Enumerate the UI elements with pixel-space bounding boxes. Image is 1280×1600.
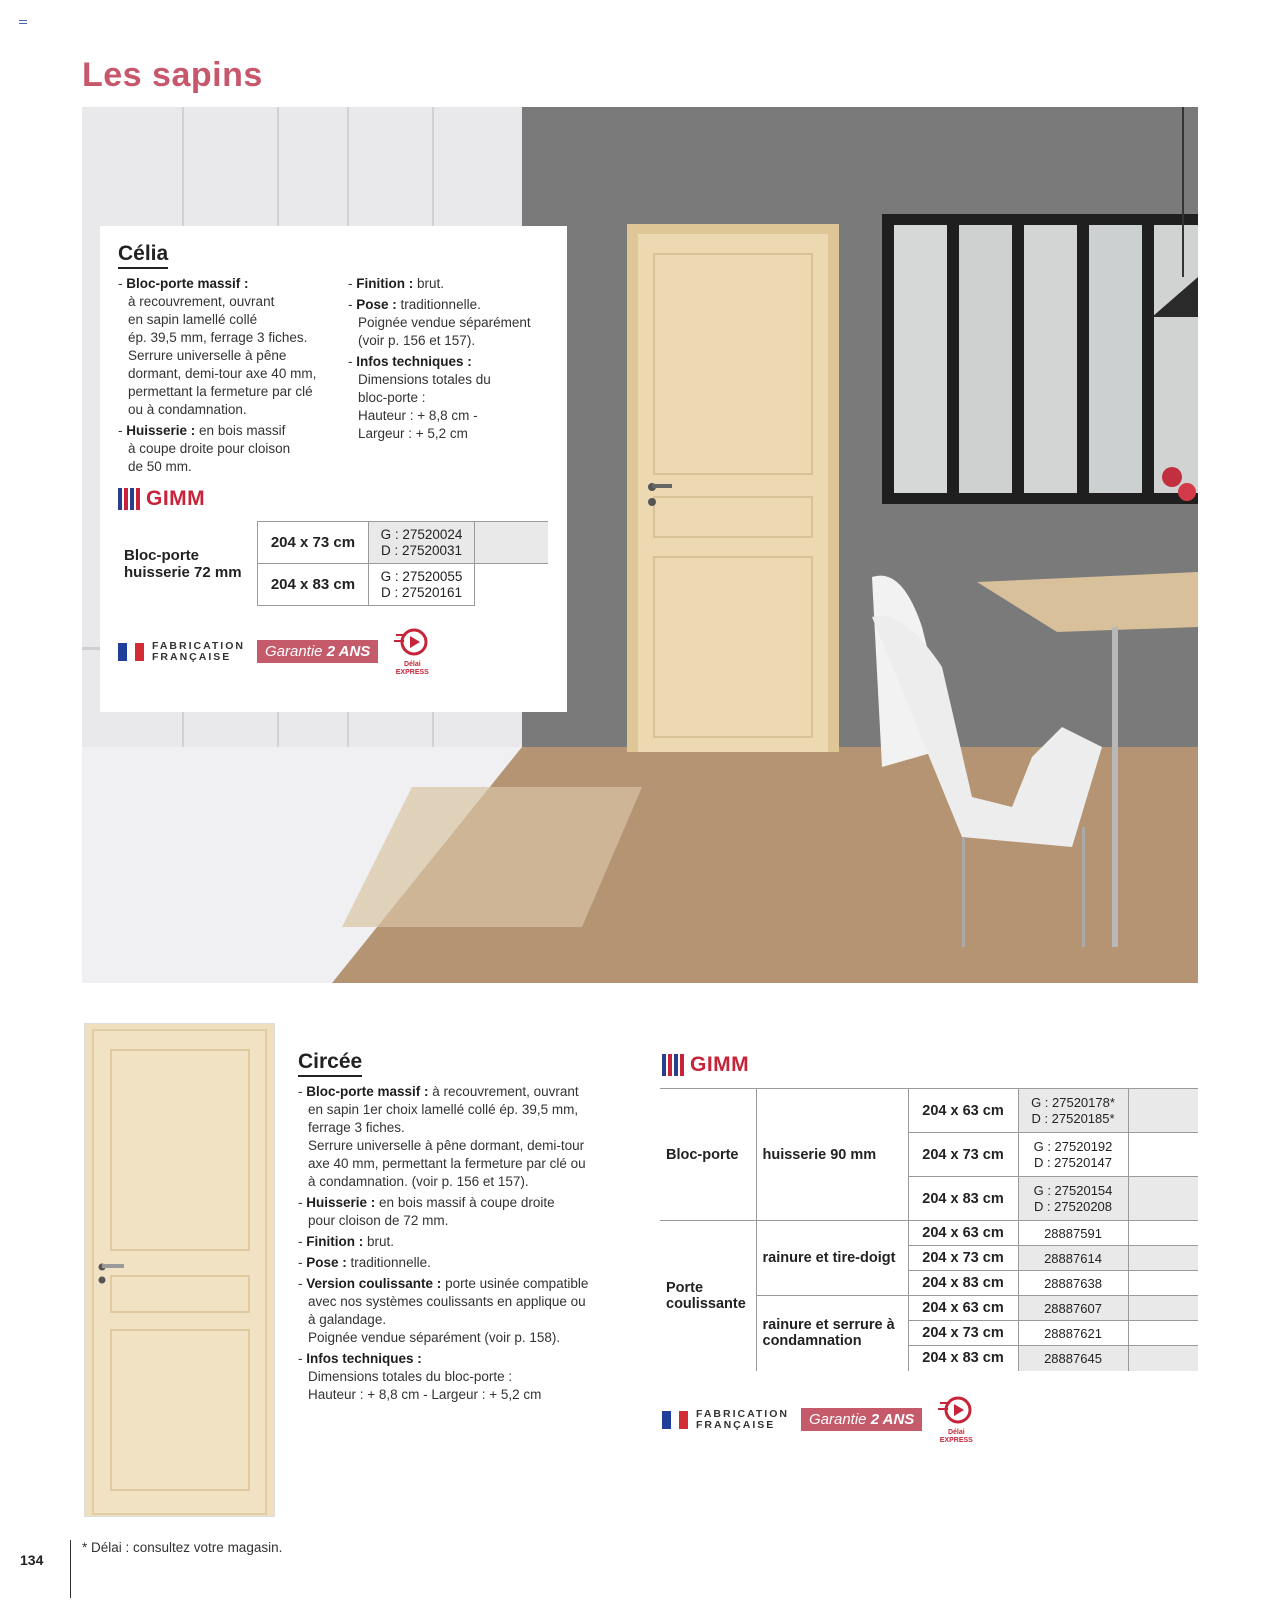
table-blank	[1128, 1321, 1198, 1346]
spec-detail: en sapin lamellé collé	[128, 312, 258, 327]
circee-spec-item: - Finition : brut.	[298, 1234, 395, 1249]
fabrication-line-2: FRANÇAISE	[696, 1418, 776, 1431]
spec-detail: ferrage 3 fiches.	[308, 1120, 405, 1135]
spec-label: Infos techniques :	[356, 354, 472, 369]
celia-spec-item: - Pose : traditionnelle. Poignée vendue séparément (voir p. 156 et 157).	[348, 296, 538, 350]
spec-detail: Largeur : + 5,2 cm	[358, 426, 468, 441]
guarantee-badge	[257, 640, 378, 663]
spec-label: Bloc-porte massif :	[306, 1084, 429, 1099]
table-size: 204 x 73 cm	[908, 1133, 1018, 1177]
spec-detail: ou à condamnation.	[128, 402, 247, 417]
menu-icon[interactable]	[19, 20, 27, 26]
table-size: 204 x 73 cm	[908, 1246, 1018, 1271]
footnote: * Délai : consultez votre magasin.	[82, 1540, 283, 1555]
table-type: Bloc-porte	[660, 1089, 756, 1221]
page-divider	[70, 1540, 71, 1598]
table-ref	[1018, 1177, 1128, 1221]
table-size: 204 x 73 cm	[257, 522, 369, 564]
spec-label: Finition :	[356, 276, 414, 291]
gimm-name: GIMM	[690, 1053, 750, 1076]
table-size: 204 x 83 cm	[908, 1346, 1018, 1371]
spec-label: Huisserie :	[126, 423, 196, 438]
spec-text: à recouvrement, ouvrant	[432, 1084, 579, 1099]
fabrication-label	[152, 641, 245, 663]
guarantee-prefix: Garantie	[264, 643, 323, 660]
celia-specs-right	[348, 275, 538, 479]
table-size: 204 x 83 cm	[257, 564, 369, 606]
page-title: Les sapins	[82, 56, 263, 94]
celia-specs-left	[118, 275, 344, 479]
delivery-line-1: Délai	[947, 1429, 965, 1436]
table-blank	[1128, 1246, 1198, 1271]
ref-d: D : 27520161	[380, 584, 463, 600]
table-size: 204 x 63 cm	[908, 1089, 1018, 1133]
table-ref: 28887591	[1018, 1221, 1128, 1246]
guarantee-badge	[801, 1408, 922, 1431]
delai-express-badge	[934, 1394, 978, 1445]
celia-spec-item: - Bloc-porte massif : à recouvrement, ouvrant en sapin lamellé collé ép. 39,5 mm, ferrage 3 fiches. Serrure universelle à pêne dormant, demi-tour axe 40 mm, permettant la fermeture par clé ou à condamnation.	[118, 275, 344, 419]
ref-line: G : 27520192	[1033, 1138, 1113, 1154]
spec-label: Pose :	[356, 297, 397, 312]
table-row-label: Bloc-porte huisserie 72 mm	[118, 522, 257, 606]
celia-title: Célia	[118, 242, 168, 269]
spec-detail: Hauteur : + 8,8 cm -	[358, 408, 478, 423]
circee-title: Circée	[298, 1050, 362, 1077]
table-size: 204 x 83 cm	[908, 1271, 1018, 1296]
circee-spec-item: - Pose : traditionnelle.	[298, 1255, 431, 1270]
spec-detail: pour cloison de 72 mm.	[308, 1213, 449, 1228]
spec-text: en bois massif à coupe droite	[379, 1195, 555, 1210]
spec-detail: Hauteur : + 8,8 cm - Largeur : + 5,2 cm	[308, 1387, 542, 1402]
spec-text: traditionnelle.	[350, 1255, 431, 1270]
spec-detail: à condamnation. (voir p. 156 et 157).	[308, 1174, 529, 1189]
table-ref: 28887621	[1018, 1321, 1128, 1346]
gimm-logo	[118, 487, 549, 511]
gimm-name: GIMM	[146, 487, 206, 510]
ref-line: D : 27520185*	[1031, 1110, 1115, 1126]
spec-detail: permettant la fermeture par clé	[128, 384, 313, 399]
spec-detail: Dimensions totales du bloc-porte :	[308, 1369, 513, 1384]
circee-brand	[662, 1053, 749, 1077]
spec-label: Infos techniques :	[306, 1351, 422, 1366]
guarantee-prefix: Garantie	[808, 1411, 867, 1428]
table-blank	[1128, 1346, 1198, 1371]
gimm-logo	[662, 1053, 749, 1077]
circee-door-photo	[84, 1023, 275, 1517]
spec-label: Finition :	[306, 1234, 364, 1249]
table-variant: rainure et tire-doigt	[756, 1221, 908, 1296]
table-variant: rainure et serrure à condamnation	[756, 1296, 908, 1371]
table-ref: 28887607	[1018, 1296, 1128, 1321]
spec-text: brut.	[417, 276, 445, 291]
circee-spec-item: - Huisserie : en bois massif à coupe droite pour cloison de 72 mm.	[298, 1194, 618, 1230]
celia-spec-item: - Huisserie : en bois massif à coupe droite pour cloison de 50 mm.	[118, 422, 344, 476]
spec-detail: Poignée vendue séparément (voir p. 158).	[308, 1330, 561, 1345]
spec-detail: dormant, demi-tour axe 40 mm,	[128, 366, 317, 381]
ref-line: G : 27520154	[1033, 1182, 1113, 1198]
delivery-line-2: EXPRESS	[939, 1437, 973, 1444]
table-variant: huisserie 90 mm	[756, 1089, 908, 1221]
table-blank	[474, 522, 548, 564]
table-size: 204 x 63 cm	[908, 1221, 1018, 1246]
celia-table	[118, 521, 548, 606]
delivery-truck-icon	[938, 1394, 974, 1426]
table-ref: 28887614	[1018, 1246, 1128, 1271]
gimm-mark-icon	[662, 1054, 688, 1076]
spec-detail: à coupe droite pour cloison	[128, 441, 291, 456]
table-type: Porte coulissante	[660, 1221, 756, 1371]
table-blank	[474, 564, 548, 606]
delivery-line-2: EXPRESS	[395, 669, 429, 676]
french-flag-icon	[118, 643, 144, 661]
guarantee-value: 2 ANS	[326, 643, 371, 660]
spec-detail: à recouvrement, ouvrant	[128, 294, 275, 309]
table-blank	[1128, 1271, 1198, 1296]
table-blank	[1128, 1177, 1198, 1221]
fabrication-line-1: FABRICATION	[152, 639, 245, 652]
table-size: 204 x 63 cm	[908, 1296, 1018, 1321]
circee-spec-item: - Infos techniques : Dimensions totales du bloc-porte : Hauteur : + 8,8 cm - Largeur : + 5,2 cm	[298, 1350, 618, 1404]
celia-card	[100, 226, 567, 712]
french-flag-icon	[662, 1411, 688, 1429]
spec-detail: de 50 mm.	[128, 459, 192, 474]
spec-detail: avec nos systèmes coulissants en applique ou	[308, 1294, 586, 1309]
spec-detail: (voir p. 156 et 157).	[358, 333, 476, 348]
table-ref	[1018, 1133, 1128, 1177]
circee-table	[660, 1088, 1198, 1371]
ref-line: D : 27520208	[1033, 1198, 1113, 1214]
circee-specs	[298, 1050, 618, 1407]
spec-detail: axe 40 mm, permettant la fermeture par clé ou	[308, 1156, 586, 1171]
ref-line: G : 27520178*	[1031, 1094, 1115, 1110]
table-ref: 28887645	[1018, 1346, 1128, 1371]
spec-label: Bloc-porte massif :	[126, 276, 249, 291]
spec-detail: en sapin 1er choix lamellé collé ép. 39,5 mm,	[308, 1102, 579, 1117]
table-blank	[1128, 1089, 1198, 1133]
celia-spec-item: - Finition : brut.	[348, 276, 445, 291]
door-illustration	[85, 1024, 274, 1516]
fabrication-line-2: FRANÇAISE	[152, 650, 232, 663]
table-blank	[1128, 1296, 1198, 1321]
celia-badges	[118, 626, 549, 677]
ref-g: G : 27520024	[380, 526, 463, 542]
delai-express-badge	[390, 626, 434, 677]
ref-g: G : 27520055	[380, 568, 463, 584]
fabrication-label	[696, 1409, 789, 1431]
table-ref	[1018, 1089, 1128, 1133]
spec-text: brut.	[367, 1234, 395, 1249]
circee-spec-item: - Bloc-porte massif : à recouvrement, ouvrant en sapin 1er choix lamellé collé ép. 39,5 mm, ferrage 3 fiches. Serrure universelle à pêne dormant, demi-tour axe 40 mm, permettant la fermeture par clé ou à condamnation. (voir p. 156 et 157).	[298, 1083, 618, 1191]
table-ref	[369, 564, 474, 606]
table-size: 204 x 83 cm	[908, 1177, 1018, 1221]
table-ref: 28887638	[1018, 1271, 1128, 1296]
spec-text: en bois massif	[199, 423, 286, 438]
spec-detail: ép. 39,5 mm, ferrage 3 fiches.	[128, 330, 308, 345]
delivery-line-1: Délai	[403, 661, 421, 668]
celia-spec-item: - Infos techniques : Dimensions totales du bloc-porte : Hauteur : + 8,8 cm - Largeur : + 5,2 cm	[348, 353, 538, 443]
spec-label: Huisserie :	[306, 1195, 376, 1210]
table-ref	[369, 522, 474, 564]
spec-text: porte usinée compatible	[445, 1276, 589, 1291]
spec-detail: à galandage.	[308, 1312, 387, 1327]
ref-line: D : 27520147	[1033, 1154, 1113, 1170]
spec-label: Version coulissante :	[306, 1276, 442, 1291]
circee-spec-item: - Version coulissante : porte usinée compatible avec nos systèmes coulissants en applique ou à galandage. Poignée vendue séparément (voir p. 158).	[298, 1275, 618, 1347]
guarantee-value: 2 ANS	[870, 1411, 915, 1428]
table-blank	[1128, 1133, 1198, 1177]
spec-label: Pose :	[306, 1255, 347, 1270]
table-blank	[1128, 1221, 1198, 1246]
spec-text: traditionnelle.	[400, 297, 481, 312]
fabrication-line-1: FABRICATION	[696, 1407, 789, 1420]
circee-badges	[662, 1394, 978, 1445]
table-size: 204 x 73 cm	[908, 1321, 1018, 1346]
spec-detail: Serrure universelle à pêne	[128, 348, 287, 363]
spec-detail: Poignée vendue séparément	[358, 315, 531, 330]
gimm-mark-icon	[118, 488, 144, 510]
ref-d: D : 27520031	[380, 542, 463, 558]
spec-detail: Dimensions totales du	[358, 372, 491, 387]
delivery-truck-icon	[394, 626, 430, 658]
spec-detail: bloc-porte :	[358, 390, 426, 405]
spec-detail: Serrure universelle à pêne dormant, demi-tour	[308, 1138, 585, 1153]
page-number: 134	[20, 1552, 44, 1568]
